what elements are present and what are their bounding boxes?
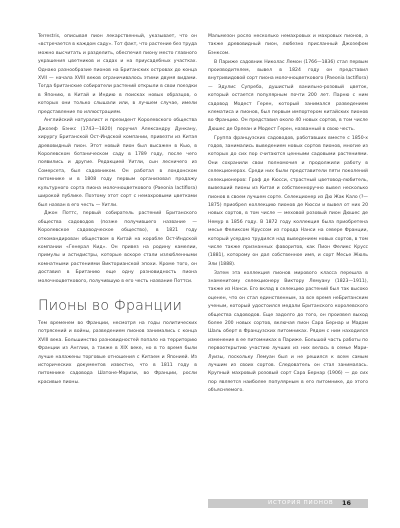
body-paragraph: Джон Поттс, первый собиратель растений Британского общества садоводов (позже получившего название — Королевское садоводческое общество), в 1821 году откомандирован обществом в Китай на корабле Ост-Индской компании «Генерал Кид». Он привез на родину камелии, примулы и астидистры, которые вскоре стали излюбленными комнатными растениями Викторианской эпохи. Кроме того, он доставил в Британию еще одну разновидность пиона молочноцветкового, получившую в его честь название Поттси. xyxy=(38,211,197,284)
right-column xyxy=(208,33,368,396)
body-paragraph: Затем эта коллекция пионов мирового класса перешла в знаменитому селекционеру Виктору Лемуану (1823—1911), также из Нанси. Его вклад в селекцию растений был так высоко оценен, что он стал единственным, за все время неБританским ученым, который удостоился медали Британского королевского общества садоводов. Еще задолго до того, он произвел выход более 200 новых сортов, включая пион Сара Бернар и Мадам Шаль оберт в Французских питомниках. Рядом с ним находился изменение в ее питомниках в Париже. Большой часть работы по первооткрытию участию лучших из них велась в семье Мари-Луизы, поскольку Лемуан был и не решился к всем самым лучшим из своих сортов. Следователь он стал занималась. Крупный махровый розовый сорт Сара Бернар (1906) — до сих пор является наиболее популярным в его питомнике, до этого объясняемого. xyxy=(208,270,368,394)
body-paragraph: Тем временем во Франции, несмотря на годы политических потрясений и войны, разведением пионов занимались с конца XVIII века. Большинство разновидностей попало на территорию Франции из Англии, а также в XIX веке, но в то время были лучше налажены торговые отношения с Китаем и Японией. Из исторических документов известно, что в 1811 году в питомнике садовода Шатоне-Маризи, во Франции, росли красивые пионы. xyxy=(38,320,197,385)
page-number: 16 xyxy=(342,499,351,507)
running-title: ИСТОРИЯ ПИОНОВ xyxy=(268,500,334,506)
body-paragraph: Английский натуралист и президент Королевского общества Джозеф Бэнкс (1743—1820) поручил Александру Дункану, хирургу Британской Ост-Индской компании, привезти из Китая древовидный пион. Этот новый пион был высажен в Кью, в Королевском ботаническом саду в 1789 году, после чего появились и другие. Редакцией Уитли, сын лесничего из Сомерсета, был садовником. Он работал в лондонском питомнике и в 1808 году первым организовал продажу культурного сорта пиона молочноцветкового (Paeonia lactiflora) широкой публике. Поэтому этот сорт с немахровыми цветками был назван в его честь — Уитли. xyxy=(38,118,197,208)
body-paragraph: Группа французских садоводов, работавших вместе с 1850-х годов, занимались выведением новых сортов пионов, многие из которых до сих пор считаются ценными садовыми растениями. Они сохранили свои полномочия и продолжили работу в селекционерах. Среди них были представители пяти поколений селекционеров: Граф де Кюсси, страстный цветовод-любитель, вывезший пионы из Китая и собственноручно вывел несколько пионов в своем лучшем сорте. Селекционер из Дю Жак Кало (?—1875) приобрел коллекцию пионов де Кюсси и вывел от них 20 новых сортов, в том числе — меховой розовый пион Дюшес де Немур в 1856 году. В 1872 году коллекция была приобретена месье Феликсом Круссом из города Нанси на севере Франции, который усердно трудился над выведением новых сортов, в том числе также признанных фаворитов, как Пион Феликс Крусс (1881), которому он дал собственное имя, и сорт Месье Жюль Эли (1888). xyxy=(208,135,368,267)
left-column xyxy=(38,33,197,388)
body-paragraph: Мальмезон росло несколько немахровых и махровых пионов, а также древовидный пион, любезно присланный Джозефом Бэнксом. xyxy=(208,34,368,56)
section-heading: Пионы во Франции xyxy=(38,297,182,314)
body-paragraph: Terrestris, описывая пион лекарственный, указывает, что он «встречается в каждом саду». Тот факт, что растение без труда можно высчитать и разделить, обеспечил пиону место главного украшения цветников и садах и на приусадебных участках. Однако разнообразие пионов на Британских островах до конца XVII — начала XVIII веков ограничивалось этими двумя видами. Тогда британские собиратели растений открыли в свои поездки в Японию, в Китай и Индию в поисках новых образцов, о которых они только слышали или, в лучшем случае, имели представление по иллюстрациям. xyxy=(38,34,197,115)
body-paragraph: В Париже садовник Николас Лемон (1766—1836) стал первым производителем, вывел в 1824 году он представил внутривидовой сорт пиона молочноцветкового (Paeonia lactiflora) — Эдулис Супреба, душистый ванильно-розовый цветок, который остается популярным почти 200 лет. Парню с ним садовод Модест Герен, который занимался разведением клематиса и пионов, был первым импортером китайских пионов во Францию. Он представил около 40 новых сортов, в том числе Дюшес де Орлеан и Модест Герен, названный в свою честь. xyxy=(208,59,368,132)
